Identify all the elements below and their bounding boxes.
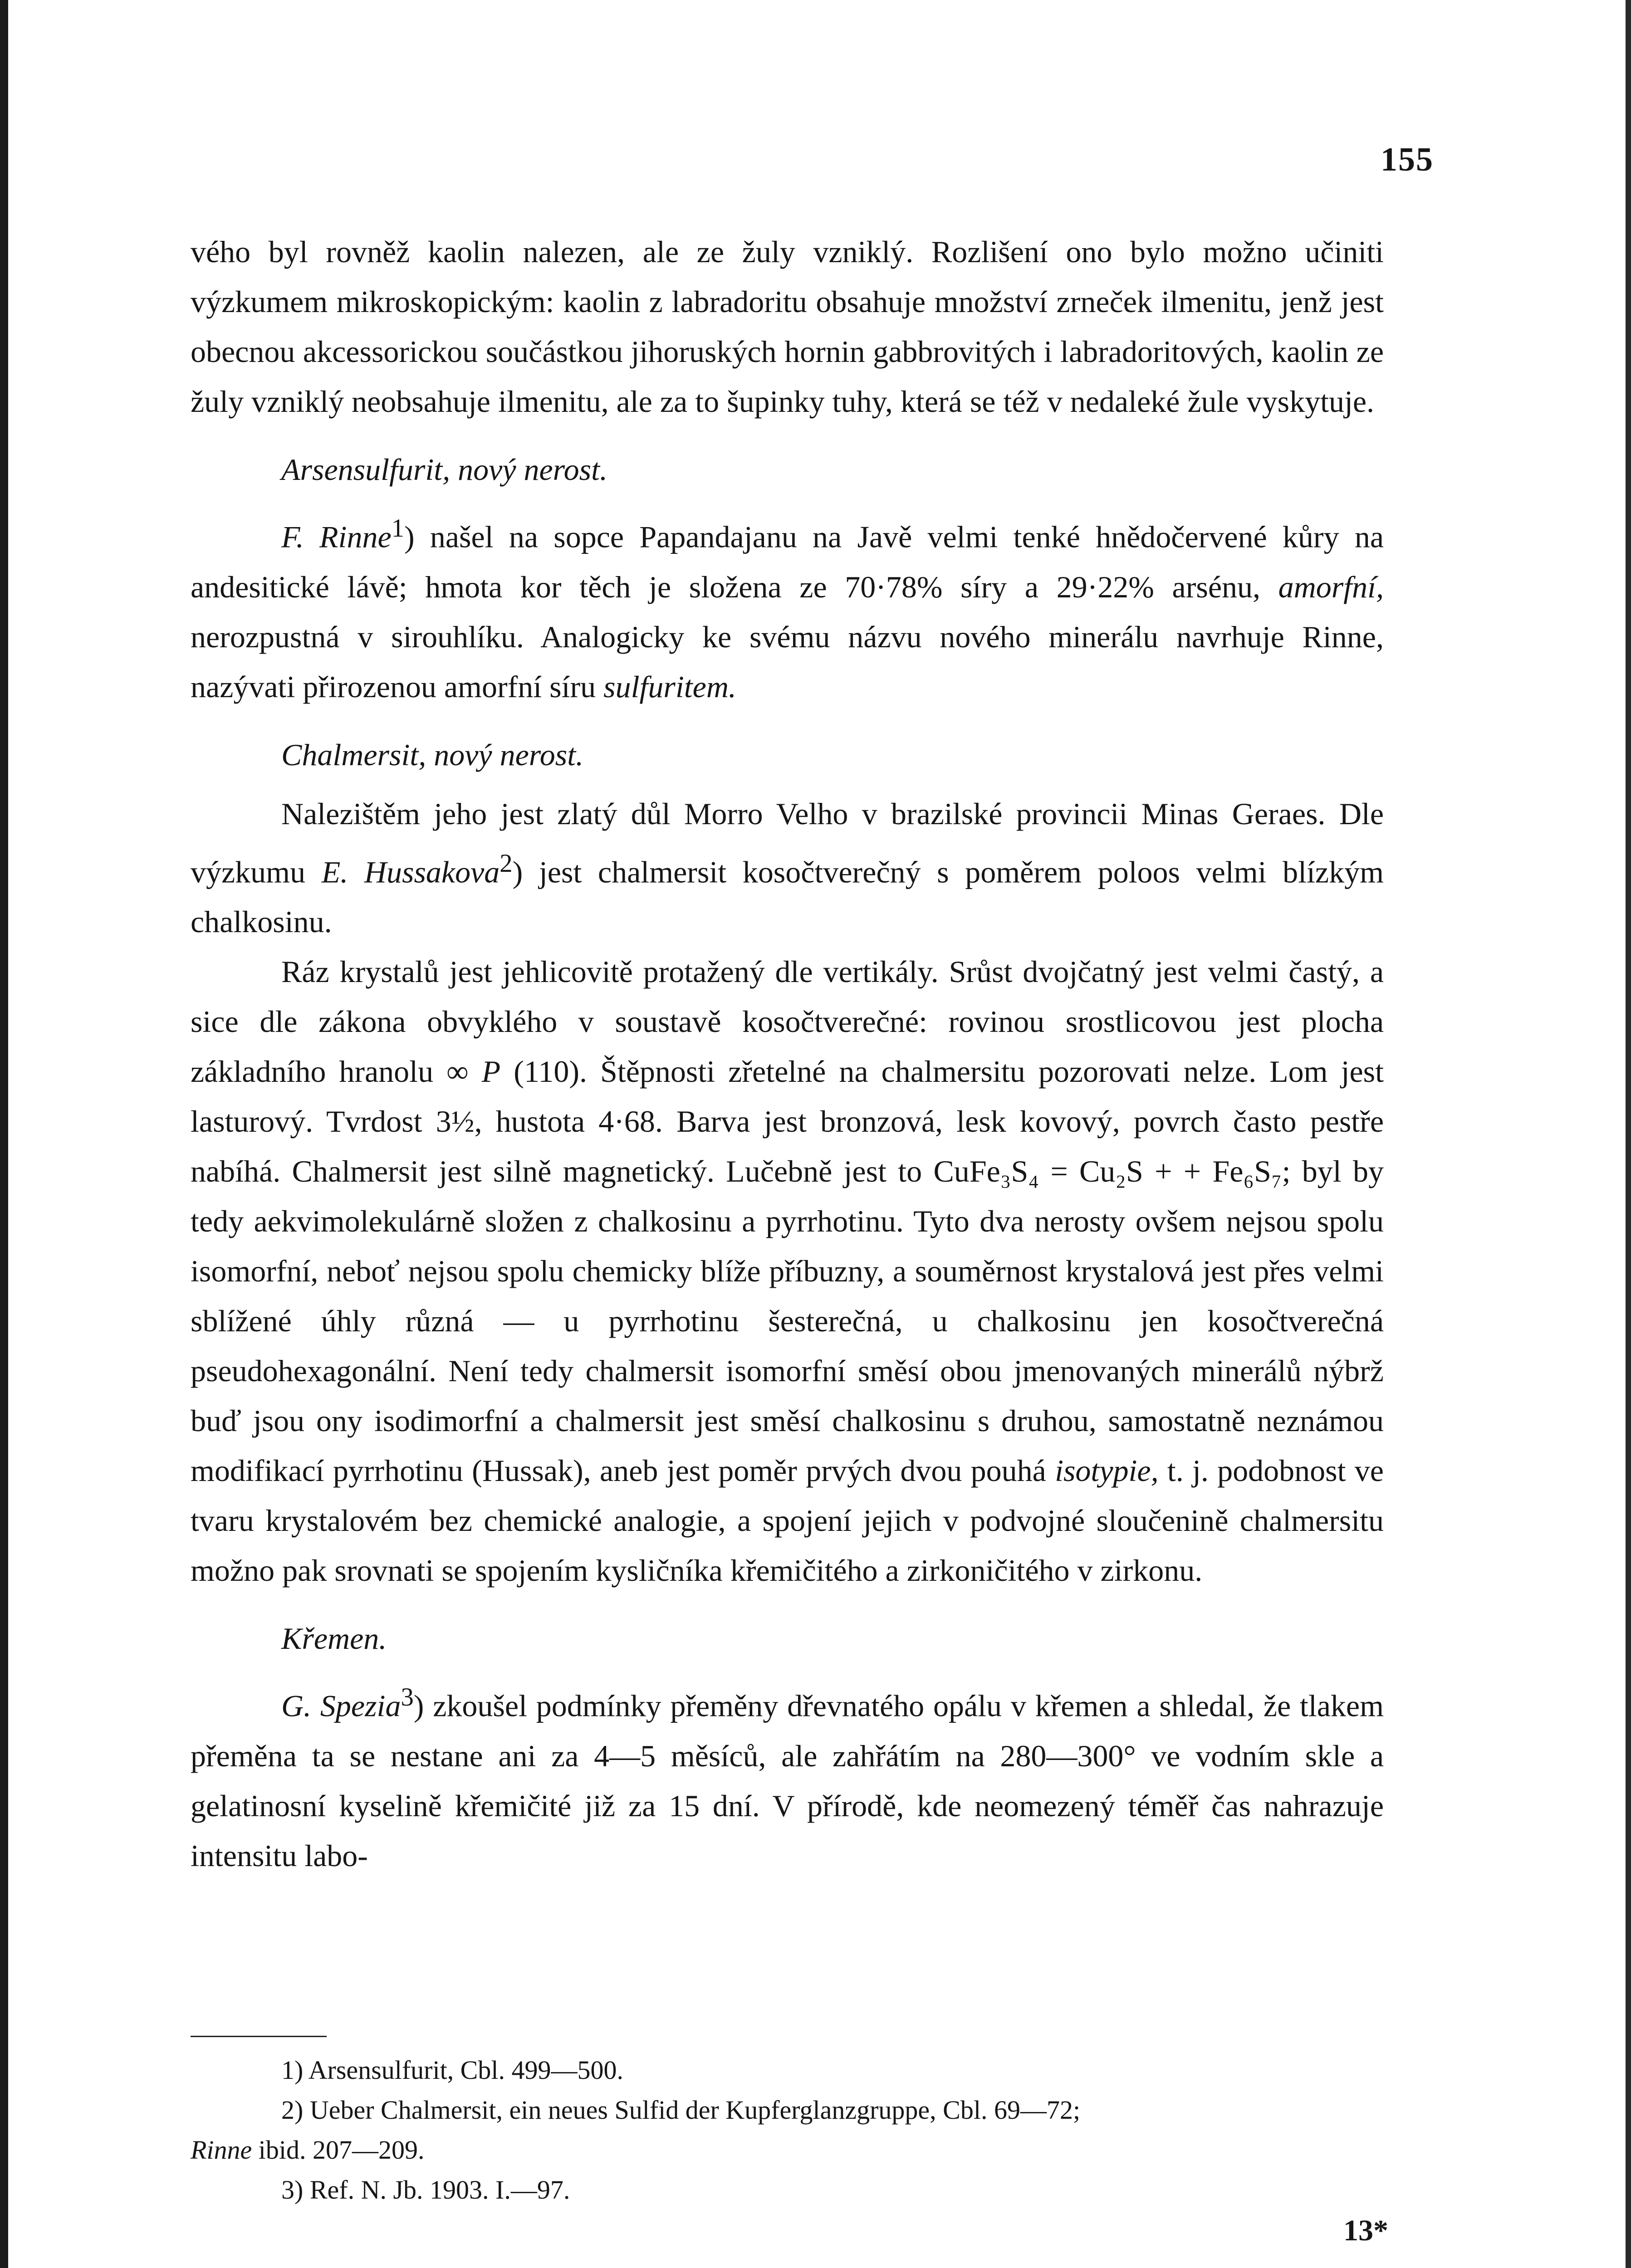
footnote-2-continuation: [191, 2130, 1384, 2170]
paragraph-spezia: G. Spezia$^3$) zkoušel podmínky přeměny dřevnatého opálu v křemen a shledal, že tlakem přeměna ta se nestane ani za 4—5 měsíců, ale zahřátím na 280—300° ve vodním skle a gelatinosní kyselině křemičité již za 15 dní. V přírodě, kde neomezený téměř čas nahrazuje intensitu labo-: [191, 1683, 1384, 1873]
nalezistem-text-1: Nalezištěm jeho jest zlatý důl Morro Velho v brazilské provincii Minas Geraes. Dle výzkumu: [191, 796, 1384, 890]
footnote-2: [191, 2090, 1384, 2130]
footnote-1-text: Arsensulfurit, Cbl. 499—500.: [303, 2055, 623, 2085]
raz-text-2: (110). Štěpnosti zřetelné na chalmersitu pozorovati nelze. Lom jest lasturový. Tvrdost 3½, hustota 4·68. Barva jest bronzová, lesk kovový, povrch často pestře nabíhá. Chalmersit jest silně magnetický. Lučebně jest to CuFe₃S₄ = Cu₂S + + Fe₆S₇; byl by tedy aekvimolekulárně složen z chalkosinu a pyrrhotinu. Tyto dva nerosty ovšem nejsou spolu isomorfní, neboť nejsou spolu chemicky blíže příbuzny, a souměrnost krystalová jest přes velmi sblížené úhly různá — u pyrrhotinu šesterečná, u chalkosinu jen kosočtverečná pseudohexagonální. Není tedy chalmersit isomorfní směsí obou jmenovaných minerálů nýbrž buď jsou ony isodimorfní a chalmersit jest směsí chalkosinu s druhou, samostatně neznámou modifikací pyrrhotinu (Hussak), aneb jest poměr prvých dvou pouhá: [191, 1054, 1384, 1488]
author-hussak: E. Hussakova: [321, 855, 500, 890]
footnote-divider: [191, 2036, 327, 2037]
main-text: [191, 227, 1384, 1881]
footnote-2-author: Rinne: [191, 2135, 252, 2165]
term-sulfuritem: sulfuritem.: [603, 669, 736, 704]
footnote-ref-1: 1: [391, 514, 404, 543]
rinne-text-2: nerozpustná v sirouhlíku. Analogicky ke svému názvu nového minerálu navrhuje Rinne, nazývati přirozenou amorfní síru: [191, 619, 1384, 704]
author-rinne: F. Rinne: [281, 519, 392, 554]
footnotes: [191, 2050, 1384, 2210]
footnote-1: [191, 2050, 1384, 2090]
signature-mark: 13*: [1343, 2214, 1388, 2247]
footnote-3-text: Ref. N. Jb. 1903. I.—97.: [303, 2175, 570, 2204]
footnote-ref-2: 2: [500, 849, 513, 878]
footnote-1-mark: 1): [281, 2055, 304, 2085]
paragraph-raz: [191, 947, 1384, 1595]
term-amorfni: amorfní,: [1278, 569, 1384, 604]
footnote-3-mark: 3): [281, 2175, 304, 2204]
page-number: 155: [1381, 141, 1434, 178]
paragraph-kaolin: vého byl rovněž kaolin nalezen, ale ze žuly vzniklý. Rozlišení ono bylo možno učiniti výzkumem mikroskopickým: kaolin z labradoritu obsahuje množství zrneček ilmenitu, jenž jest obecnou akcessorickou součástkou jihoruských hornin gabbrovitých i labradoritových, kaolin ze žuly vzniklý neobsahuje ilmenitu, ale za to šupinky tuhy, která se též v nedaleké žule vyskytuje.: [191, 235, 1384, 419]
heading-arsensulfurit: Arsensulfurit, nový nerost.: [281, 452, 607, 487]
raz-text-3: t. j. podobnost ve tvaru krystalovém bez chemické analogie, a spojení jejich v podvojné sloučenině chalmersitu možno pak srovnati se spojením kysličníka křemičitého a zirkoničitého v zirkonu.: [191, 1453, 1384, 1588]
scan-border-right: [1626, 0, 1631, 2268]
footnote-3: [191, 2170, 1384, 2210]
paragraph-nalezistem: Nalezištěm jeho jest zlatý důl Morro Velho v brazilské provincii Minas Geraes. Dle výzkumu E. Hussakova$^2$) jest chalmersit kosočtverečný s poměrem poloos velmi blízkým chalkosinu.: [191, 796, 1384, 939]
spezia-text: zkoušel podmínky přeměny dřevnatého opálu v křemen a shledal, že tlakem přeměna ta se nestane ani za 4—5 měsíců, ale zahřátím na 280—300° ve vodním skle a gelatinosní kyselině křemičité již za 15 dní. V přírodě, kde neomezený téměř čas nahrazuje intensitu labo-: [191, 1688, 1384, 1873]
author-spezia: G. Spezia: [281, 1688, 401, 1723]
heading-chalmersit: Chalmersit, nový nerost.: [281, 737, 584, 772]
scan-border-left: [0, 0, 8, 2268]
footnote-ref-3: 3: [401, 1683, 414, 1712]
footnote-2-mark: 2): [281, 2095, 304, 2125]
footnote-2-text: Ueber Chalmersit, ein neues Sulfid der Kupferglanzgruppe, Cbl. 69—72;: [303, 2095, 1081, 2125]
footnote-2-cont-text: ibid. 207—209.: [252, 2135, 425, 2165]
heading-kremen: Křemen.: [281, 1621, 387, 1656]
paragraph-rinne: F. Rinne$^1$) našel na sopce Papandajanu na Javě velmi tenké hnědočervené kůry na andesitické lávě; hmota kor těch je složena ze 70·78% síry a 29·22% arsénu, amorfní, nerozpustná v sirouhlíku. Analogicky ke svému názvu nového minerálu navrhuje Rinne, nazývati přirozenou amorfní síru sulfuritem.: [191, 514, 1384, 704]
raz-text-1: Ráz krystalů jest jehlicovitě protažený dle vertikály. Srůst dvojčatný jest velmi častý, a sice dle zákona obvyklého v soustavě kosočtverečné: rovinou srostlicovou jest plocha základního hranolu ∞: [191, 954, 1384, 1089]
rinne-text-1: našel na sopce Papandajanu na Javě velmi tenké hnědočervené kůry na andesitické lávě; hmota kor těch je složena ze 70·78% síry a 29·22% arsénu,: [191, 519, 1384, 604]
symbol-p: P: [481, 1054, 501, 1089]
nalezistem-text-2: jest chalmersit kosočtverečný s poměrem poloos velmi blízkým chalkosinu.: [191, 855, 1384, 939]
term-isotypie: isotypie,: [1055, 1453, 1159, 1488]
